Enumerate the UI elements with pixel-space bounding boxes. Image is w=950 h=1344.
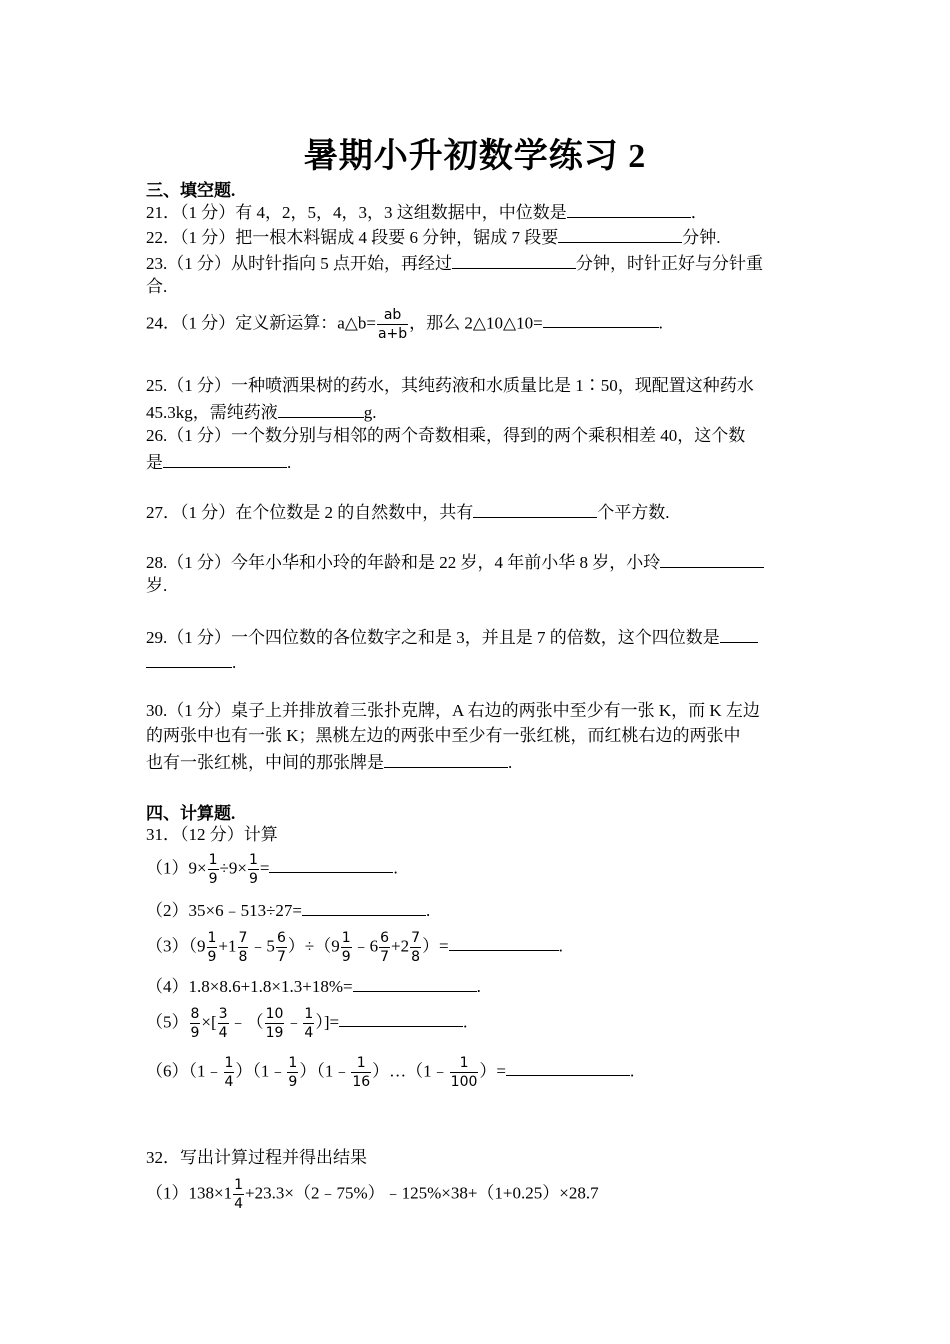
answer-blank[interactable]	[660, 549, 764, 568]
question-31: 31．（12 分）计算	[146, 825, 278, 844]
section-heading-fill-in: 三、填空题.	[146, 181, 236, 200]
fraction-1-9: $\frac{1}{9}$	[208, 852, 218, 887]
fraction-ab-over-a-plus-b: $\frac{ab}{a+b}$	[377, 307, 408, 342]
fraction-6-7: $\frac{6}{7}$	[276, 930, 286, 965]
fraction-7-8: $\frac{7}{8}$	[238, 930, 248, 965]
answer-blank[interactable]	[567, 199, 691, 218]
fraction-10-19: $\frac{10}{19}$	[265, 1006, 284, 1041]
answer-blank-cont[interactable]	[146, 649, 232, 668]
answer-blank[interactable]	[473, 499, 597, 518]
question-29: 29.（1 分）一个四位数的各位数字之和是 3，并且是 7 的倍数，这个四位数是	[146, 624, 758, 650]
fraction-8-9: $\frac{8}{9}$	[190, 1006, 200, 1041]
answer-blank[interactable]	[506, 1057, 630, 1076]
question-31-part1: （1）9× $\frac{1}{9}$ ÷9× $\frac{1}{9}$ = .	[146, 852, 398, 887]
question-22: 22．（1 分）把一根木料锯成 4 段要 6 分钟，锯成 7 段要 分钟.	[146, 224, 721, 250]
question-27: 27．（1 分）在个位数是 2 的自然数中，共有 个平方数.	[146, 499, 670, 525]
fraction-1-4: $\frac{1}{4}$	[234, 1177, 244, 1212]
question-31-part3: （3）（9 $\frac{1}{9}$ +1 $\frac{7}{8}$ ﹣5 $\frac{6}{7}$ ）÷（9 $\frac{1}{9}$ ﹣6 $\frac{6}{7}$ +2 $\frac{7}{8}$ ）= .	[146, 930, 563, 965]
answer-blank[interactable]	[449, 932, 559, 951]
question-31-part5: （5） $\frac{8}{9}$ ×[ $\frac{3}{4}$ ﹣（ $\frac{10}{19}$ ﹣ $\frac{1}{4}$ ）]= .	[146, 1006, 468, 1041]
fraction-3-4: $\frac{3}{4}$	[218, 1006, 228, 1041]
question-32: 32．写出计算过程并得出结果	[146, 1148, 367, 1167]
question-31-part6: （6）（1﹣ $\frac{1}{4}$ ）（1﹣ $\frac{1}{9}$ ）（1﹣ $\frac{1}{16}$ ）…（1﹣ $\frac{1}{100}$ ）= .	[146, 1055, 635, 1090]
fraction-1-9: $\frac{1}{9}$	[207, 930, 217, 965]
answer-blank[interactable]	[339, 1008, 463, 1027]
question-29-cont: .	[146, 649, 236, 675]
question-24: 24．（1 分）定义新运算：a△b= $\frac{ab}{a+b}$ ，那么 2△10△10= .	[146, 307, 663, 342]
question-25-cont: 45.3kg，需纯药液 g.	[146, 399, 377, 425]
answer-blank[interactable]	[278, 399, 364, 418]
question-21: 21．（1 分）有 4，2，5，4，3，3 这组数据中，中位数是 ．	[146, 199, 708, 225]
question-23-cont: 合.	[146, 277, 168, 296]
answer-blank[interactable]	[543, 309, 659, 328]
question-31-part2: （2）35×6﹣513÷27= .	[146, 897, 430, 923]
section-heading-calculation: 四、计算题.	[146, 804, 236, 823]
fraction-1-16: $\frac{1}{16}$	[352, 1055, 371, 1090]
answer-blank[interactable]	[353, 973, 477, 992]
fraction-1-4: $\frac{1}{4}$	[224, 1055, 234, 1090]
question-30-line2: 的两张中也有一张 K；黑桃左边的两张中至少有一张红桃，而红桃右边的两张中	[146, 726, 741, 745]
question-26-cont: 是 .	[146, 449, 291, 475]
page-title: 暑期小升初数学练习 2	[303, 138, 647, 175]
question-26: 26.（1 分）一个数分别与相邻的两个奇数相乘，得到的两个乘积相差 40，这个数	[146, 426, 746, 445]
fraction-7-8: $\frac{7}{8}$	[411, 930, 421, 965]
answer-blank[interactable]	[163, 449, 287, 468]
question-25: 25.（1 分）一种喷洒果树的药水，其纯药液和水质量比是 1∶50，现配置这种药水	[146, 376, 754, 395]
answer-blank[interactable]	[269, 854, 393, 873]
answer-blank[interactable]	[384, 749, 508, 768]
answer-blank[interactable]	[720, 624, 758, 643]
question-31-part4: （4）1.8×8.6+1.8×1.3+18%= .	[146, 973, 481, 999]
answer-blank[interactable]	[558, 224, 682, 243]
fraction-1-100: $\frac{1}{100}$	[450, 1055, 478, 1090]
fraction-1-9: $\frac{1}{9}$	[341, 930, 351, 965]
answer-blank[interactable]	[452, 250, 576, 269]
question-23: 23.（1 分）从时针指向 5 点开始，再经过 分钟，时针正好与分针重	[146, 250, 763, 276]
question-28: 28.（1 分）今年小华和小玲的年龄和是 22 岁，4 年前小华 8 岁，小玲	[146, 549, 764, 575]
fraction-1-4: $\frac{1}{4}$	[304, 1006, 314, 1041]
answer-blank[interactable]	[302, 897, 426, 916]
question-32-part1: （1）138×1 $\frac{1}{4}$ +23.3×（2﹣75%）﹣125%×38+（1+0.25）×28.7	[146, 1177, 599, 1212]
question-28-cont: 岁.	[146, 576, 168, 595]
question-30: 30.（1 分）桌子上并排放着三张扑克牌，A 右边的两张中至少有一张 K，而 K 左边	[146, 701, 760, 720]
fraction-6-7: $\frac{6}{7}$	[380, 930, 390, 965]
fraction-1-9: $\frac{1}{9}$	[288, 1055, 298, 1090]
fraction-1-9: $\frac{1}{9}$	[248, 852, 258, 887]
question-30-line3: 也有一张红桃，中间的那张牌是 .	[146, 749, 512, 775]
